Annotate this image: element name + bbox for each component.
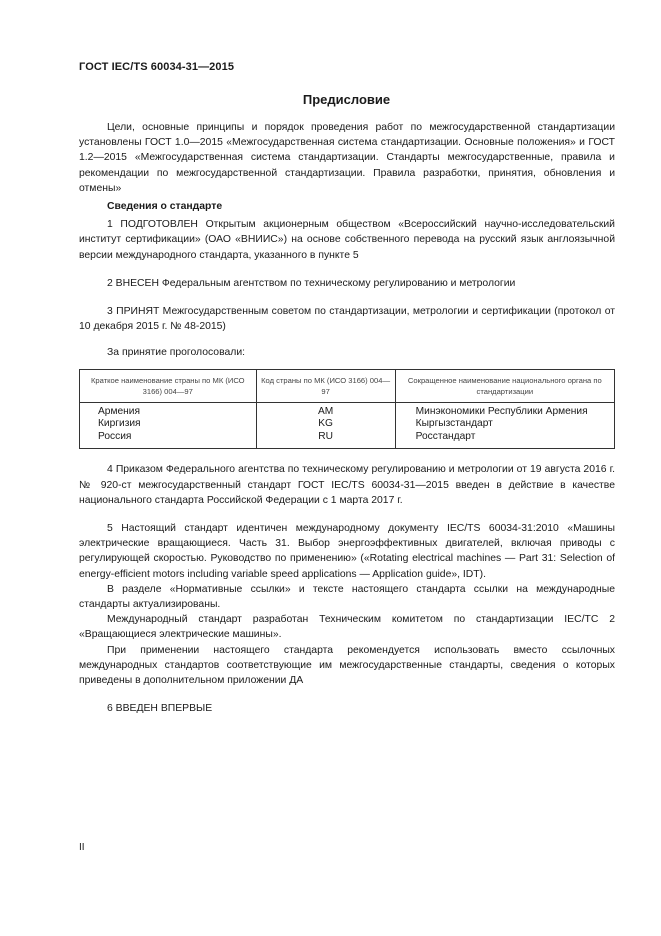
section-title: Сведения о стандарте xyxy=(107,201,223,213)
standards-body: Росстандарт xyxy=(415,430,476,442)
country-code: AM xyxy=(317,405,334,417)
vote-table-header-code: Код страны по МК (ИСО 3166) 004—97 xyxy=(256,369,395,402)
vote-table-row xyxy=(80,402,615,449)
paragraph-prepared: 1 ПОДГОТОВЛЕН Открытым акционерным обществом «Всероссийский научно-исследовательский институт сертификации» (ОАО «ВНИИС») на основе собственного перевода на русский язык англоязычной версии международного стандарта, указанного в пункте 5 xyxy=(79,219,615,261)
page-number: II xyxy=(79,842,85,853)
vote-table-header-body: Сокращенное наименование национального органа по стандартизации xyxy=(395,369,614,402)
paragraph-references: В разделе «Нормативные ссылки» и тексте настоящего стандарта ссылки на международные стандарты актуализированы. xyxy=(79,583,615,611)
vote-table-body-cell xyxy=(395,402,614,449)
country-code: RU xyxy=(318,430,333,442)
paragraph-adopted: 3 ПРИНЯТ Межгосударственным советом по стандартизации, метрологии и сертификации (протокол от 10 декабря 2015 г. № 48-2015) xyxy=(79,306,615,333)
paragraph-committee: Международный стандарт разработан Техническим комитетом по стандартизации IEC/TC 2 «Вращающиеся электрические машины». xyxy=(79,614,615,641)
vote-table-code-cell xyxy=(256,402,395,449)
country-name: Россия xyxy=(98,430,132,442)
paragraph-application: При применении настоящего стандарта рекомендуется использовать вместо ссылочных международных стандартов соответствующие им межгосударственные стандарты, сведения о которых приведены в дополнительном приложении ДА xyxy=(79,644,615,687)
country-name: Армения xyxy=(98,405,140,417)
standards-body: Кыргызстандарт xyxy=(415,418,493,430)
document-header-id: ГОСТ IEC/TS 60034-31—2015 xyxy=(79,61,235,73)
standards-body: Минэкономики Республики Армения xyxy=(415,405,588,417)
paragraph-submitted: 2 ВНЕСЕН Федеральным агентством по техническому регулированию и метрологии xyxy=(107,277,516,289)
vote-table-header-country: Краткое наименование страны по МК (ИСО 3166) 004—97 xyxy=(80,369,257,402)
vote-table xyxy=(79,369,615,450)
intro-paragraph: Цели, основные принципы и порядок проведения работ по межгосударственной стандартизации установлены ГОСТ 1.0—2015 «Межгосударственная система стандартизации. Основные положения» и ГОСТ 1.2—2015 «Межгосударственная система стандартизации. Стандарты межгосударственные, правила и рекомендации по межгосударственной стандартизации. Правила разработки, принятия, обновления и отмены» xyxy=(79,122,615,194)
vote-table-country-cell xyxy=(80,402,257,449)
paragraph-identical: 5 Настоящий стандарт идентичен международному документу IEC/TS 60034-31:2010 «Машины электрические вращающиеся. Часть 31. Выбор энергоэффективных двигателей, включая приводы с регулирующей скоростью. Руководство по применению» («Rotating electrical machines — Part 31: Selection of energy-efficient motors including variable speed applications — Application guide», IDT). xyxy=(79,523,615,580)
country-code: KG xyxy=(318,418,333,430)
paragraph-introduced: 6 ВВЕДЕН ВПЕРВЫЕ xyxy=(107,703,213,715)
document-body xyxy=(79,120,615,716)
country-name: Киргизия xyxy=(98,418,141,430)
vote-intro: За принятие проголосовали: xyxy=(107,347,246,359)
paragraph-enacted: 4 Приказом Федерального агентства по техническому регулированию и метрологии от 19 августа 2016 г. № 920-ст межгосударственный стандарт ГОСТ IEC/TS 60034-31—2015 введен в действие в качестве национального стандарта Российской Федерации с 1 марта 2017 г. xyxy=(79,464,615,506)
page-title: Предисловие xyxy=(302,92,391,107)
vote-table-header-row xyxy=(80,369,615,402)
